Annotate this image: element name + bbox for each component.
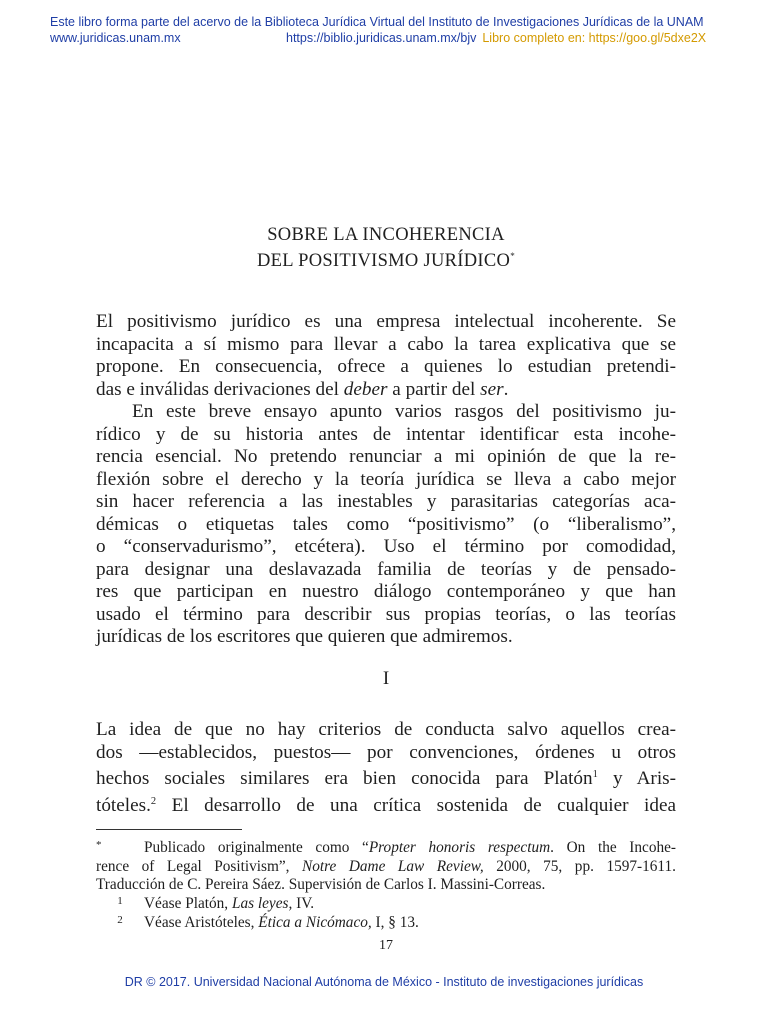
copyright-footer: DR © 2017. Universidad Nacional Autónoma de México - Instituto de investigaciones jurídicas bbox=[124, 975, 644, 989]
p2-line: para designar una deslavazada familia de teorías y de pensado- bbox=[96, 558, 676, 580]
p2-line: flexión sobre el derecho y la teoría jurídica se lleva a cabo mejor bbox=[96, 468, 676, 490]
footnote-ref-2[interactable]: 2 bbox=[150, 795, 157, 807]
p2-line: sin hacer referencia a las inestables y parasitarias categorías aca- bbox=[96, 491, 676, 512]
footnote-1: 1 Véase Platón, Las leyes, IV. bbox=[96, 892, 676, 914]
p1-line: El positivismo jurídico es una empresa intelectual incoherente. Se bbox=[96, 311, 676, 332]
footnote-divider bbox=[96, 829, 242, 830]
p2-line: jurídicas de los escritores que quieren que admiremos. bbox=[96, 626, 513, 647]
footnote-mark: 2 bbox=[117, 914, 123, 926]
bjv-link[interactable]: https://biblio.juridicas.unam.mx/bjv bbox=[286, 31, 477, 45]
title-footnote-mark: * bbox=[510, 251, 515, 261]
header-notice: Este libro forma parte del acervo de la Biblioteca Jurídica Virtual del Instituto de Investigaciones Jurídicas de la UNAM bbox=[50, 15, 704, 29]
p2-line: rídico y de su historia antes de intentar identificar esta incohe- bbox=[96, 423, 676, 445]
footnote-line: * Publicado originalmente como “Propter honoris respectum. On the Incohe- bbox=[96, 836, 676, 858]
italic-ser: ser bbox=[480, 378, 504, 400]
chapter-title bbox=[96, 225, 676, 272]
p3-line: hechos sociales similares era bien conocida para Platón$^1$ y Aris- bbox=[96, 768, 677, 789]
footnote-star bbox=[96, 836, 676, 895]
chapter-title-line2: DEL POSITIVISMO JURÍDICO bbox=[257, 251, 511, 271]
footnote-ref-1[interactable]: 1 bbox=[592, 769, 598, 780]
paragraph-3 bbox=[96, 719, 676, 817]
section-heading: I bbox=[382, 668, 390, 689]
footnote-2: 2 Véase Aristóteles, Ética a Nicómaco, I, § 13. bbox=[96, 911, 676, 933]
paragraph-1 bbox=[96, 311, 676, 401]
chapter-title-line1: SOBRE LA INCOHERENCIA bbox=[267, 225, 505, 245]
p3-line: dos —establecidos, puestos— por convenciones, órdenes u otros bbox=[96, 741, 676, 763]
footnote-mark: * bbox=[96, 839, 102, 851]
p2-line: usado el término para describir sus propias teorías, o las teorías bbox=[96, 603, 676, 625]
p3-line: La idea de que no hay criterios de conducta salvo aquellos crea- bbox=[96, 719, 676, 740]
full-book-link[interactable]: Libro completo en: https://goo.gl/5dxe2X bbox=[482, 31, 707, 45]
footnote-mark: 1 bbox=[117, 895, 123, 907]
p2-line: res que participan en nuestro diálogo contemporáneo y que han bbox=[96, 581, 676, 602]
p2-line: En este breve ensayo apunto varios rasgos del positivismo ju- bbox=[132, 401, 676, 422]
p2-line: o “conservadurismo”, etcétera). Uso el término por comodidad, bbox=[96, 536, 676, 557]
header-links bbox=[50, 30, 720, 46]
p1-line: propone. En consecuencia, ofrece a quienes lo estudian pretendi- bbox=[96, 356, 676, 377]
p3-line: tóteles.$^2$ El desarrollo de una crítica sostenida de cualquier idea bbox=[96, 794, 676, 816]
footnote-line: Traducción de C. Pereira Sáez. Supervisión de Carlos I. Massini-Correas. bbox=[96, 876, 546, 893]
p2-line: démicas o etiquetas tales como “positivismo” (o “liberalismo”, bbox=[96, 513, 676, 535]
page-number: 17 bbox=[379, 938, 393, 953]
p1-line: incapacita a sí mismo para llevar a cabo la tarea explicativa que se bbox=[96, 333, 676, 355]
site-link[interactable]: www.juridicas.unam.mx bbox=[50, 31, 181, 45]
footnote-line: rence of Legal Positivism”, Notre Dame Law Review, 2000, 75, pp. 1597-1611. bbox=[96, 857, 676, 875]
paragraph-2 bbox=[96, 401, 676, 649]
italic-deber: deber bbox=[343, 378, 388, 400]
p2-line: rencia esencial. No pretendo renunciar a mi opinión de que la re- bbox=[96, 446, 676, 467]
p1-line: das e inválidas derivaciones del deber a partir del ser. bbox=[96, 378, 509, 400]
